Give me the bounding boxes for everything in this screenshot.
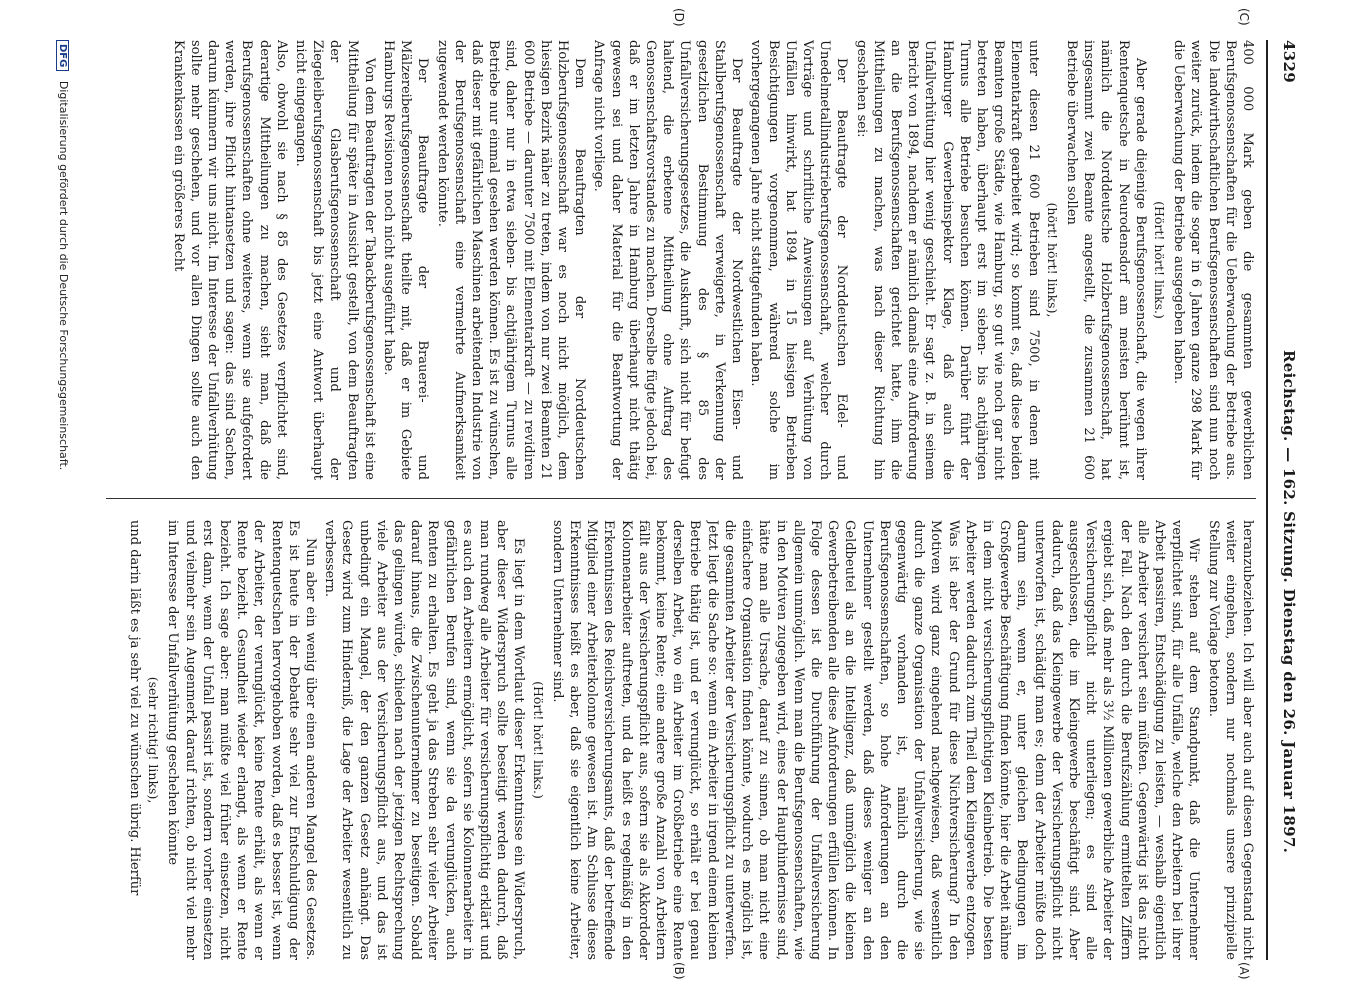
paragraph: Von dem Beauftragten der Tabackberufsgenossenschaft ist eine Mittheilung für später in Aussicht gestellt, von dem Beauftragten der Glasberufsgenossenschaft und der Ziegeleiberufsgenossenschaft bis jetzt eine Antwort überhaupt nicht eingegangen. (293, 40, 377, 480)
interjection: (hört! hört! links), (1044, 202, 1060, 318)
session-title: Reichstag. — 162. Sitzung. Dienstag den 26. Januar 1897. (1280, 350, 1298, 854)
interjection: (sehr richtig! links), (146, 676, 162, 804)
margin-marker-d: (D) (672, 8, 686, 27)
rotated-page (56, 0, 1326, 1000)
paragraph: Der Beauftragte der Brauerei- und Mälzereiberufsgenossenschaft theilte mit, daß er im Gebiete Hamburgs Revisionen noch nicht ausgeführt habe. (381, 40, 431, 480)
text-column-right (76, 520, 1256, 960)
margin-marker-b: (B) (672, 962, 686, 980)
credit-text: Digitalisierung gefördert durch die Deutsche Forschungsgemeinschaft. (57, 80, 70, 471)
header-rule (1266, 40, 1268, 960)
paragraph: Also, obwohl sie nach § 85 des Gesetzes verpflichtet sind, derartige Mittheilungen zu machen, sieht man, daß die Berufsgenossenschaften ohne weiteres, wenn sie aufgefordert werden, ihre Pflicht hintansetzen und sagen: das sind Sachen, darum kümmern wir uns nicht. Im Interesse der Unfallverhütung sollte mehr geschehen, und vor allen Dingen sollte auch den Krankenkassen ein größeres Recht (170, 40, 289, 480)
digitization-credit (56, 40, 70, 970)
paragraph: Aber gerade diejenige Berufsgenossenschaft, die wegen ihrer Rentenquetsche in Neurodensdorf am meisten berühmt ist, nämlich die Norddeutsche Holzberufsgenossenschaft, hat insgesammt zwei Beamte angestellt, die zusammen 21 600 Betriebe überwachen sollen (1063, 40, 1148, 480)
paragraph: Dem Beauftragten der Norddeutschen Holzberufsgenossenschaft war es noch nicht möglich, dem hiesigen Bezirk näher zu treten, indem von nur zwei Beamten 21 600 Betriebe — darunter 7500 mit Elementarkraft — zu revidiren sind, daher nur in etwa sieben- bis achtjährigem Turnus alle Betriebe nur einmal gesehen werden können. Es ist zu wünschen, daß dieser mit gefährlichen Maschinen arbeitenden Industrie von der Berufsgenossenschaft eine vermehrte Aufmerksamkeit zugewendet werden könnte. (434, 40, 588, 480)
page-number: 4329 (1280, 40, 1298, 83)
column-divider (106, 498, 1256, 499)
page-header (1268, 40, 1308, 960)
dfg-logo: DFG (56, 40, 69, 71)
paragraph: und darin läßt es ja sehr viel zu wünschen übrig. Hierfür (127, 520, 142, 896)
interjection: (Hört! hört! links.) (1151, 201, 1167, 319)
paragraph: Der Beauftragte der Norddeutschen Edel- und Unedelmetallindustrieberufsgenossenschaft, welcher durch Vorträge und schriftliche Anweisungen auf Verhütung von Unfällen hinwirkt, hat 1894 in 15 hiesigen Betrieben Besichtigungen vorgenommen, während solche im vorhergegangenen Jahre nicht stattgefunden haben. (748, 40, 850, 480)
paragraph: Nun aber ein wenig über einen anderen Mangel des Gesetzes. Es ist heute in der Debatte sehr viel zur Entschuldigung der Rentenquetschen hervorgehoben worden, daß es besser ist, wenn der Arbeiter, der verunglückt, keine Rente erhält, als wenn er Rente bezieht. Gesundheit wieder erlangt, als wenn er Rente bezieht. Ich sage aber: man müßte viel früher einsetzen, nicht erst dann, wenn der Unfall passirt ist, sondern vorher einsetzen und vielmehr sein Augenmerk darauf richten, ob nicht viel mehr im Interesse der Unfallverhütung geschehen könnte (165, 520, 319, 960)
margin-marker-c: (C) (1237, 8, 1251, 26)
paragraph: Es liegt in dem Wortlaut dieser Erkenntnisse ein Widerspruch, aber dieser Widerspruch sollte beseitigt werden dadurch, daß man rundweg alle Arbeiter für versicherungspflichtig erklärt und es auch den Arbeitern ermöglicht, sofern sie Kolonnenarbeiter in gefährlichen Berufen sind, wenn sie da verunglücken, auch Renten zu erhalten. Es geht ja das Streben sehr vieler Arbeiter darauf hinaus, die Zwischenunternehmer zu beseitigen. Sobald das gelingen würde, schieden nach der jetzigen Rechtsprechung viele Arbeiter aus der Versicherungspflicht aus, und das ist unbedingt ein Mangel, der den ganzen Gesetz anhängt. Das Gesetz wird zum Hinderniß, die Lage der Arbeiter wesentlich zu verbessern. (322, 520, 527, 960)
paragraph: Wir stehen auf dem Standpunkt, daß die Unternehmer verpflichtet sind, für alle Unfälle, welche den Arbeitern bei ihrer Arbeit passiren, Entschädigung zu leisten, — weshalb eigentlich alle Arbeiter versichert sein müßten. Gegenwärtig ist das nicht der Fall. Nach den durch die Berufszählung ermittelten Ziffern ergiebt sich, daß mehr als 3½ Millionen gewerbliche Arbeiter der Versicherungspflicht nicht unterliegen; es sind alle ausgeschlossen, die im Kleingewerbe beschäftigt sind. Aber dadurch, daß das Kleingewerbe der Versicherungspflicht nicht unterworfen ist, schädigt man es; denn der Arbeiter müßte doch darum sein, wenn er, unter gleichen Bedingungen im Großgewerbe Beschäftigung finden könnte, hier die Arbeit nähme in dem nicht versicherungspflichtigen Kleinbetrieb. Die besten Arbeiter werden dadurch zum Theil dem Kleingewerbe entzogen. Was ist aber der Grund für diese Nichtversicherung? In den Motiven wird ganz eingehend nachgewiesen, daß wesentlich durch die ganze Organisation der Unfallversicherung, wie sie gegenwärtig vorhanden ist, nämlich durch die Berufsgenossenschaften, so hohe Anforderungen an den Unternehmer gestellt werden, daß dieses weniger an den Geldbeutel als an die Intelligenz, daß unmöglich die kleinen Gewerbetreibenden alle diese Anforderungen erfüllen können. In Folge dessen ist die Durchführung der Unfallversicherung allgemein unmöglich. Wenn man die Berufsgenossenschaften, wie in den Motiven zugegeben wird, eines der Haupthindernisse sind, hätte man alle Ursache, darauf zu sinnen, ob man nicht eine einfachere Organisation finden könnte, wodurch es möglich ist, die gesammten Arbeiter der Versicherungspflicht zu unterwerfen. Jetzt liegt die Sache so: wenn ein Arbeiter in irgend einem kleinen Betriebe thätig ist, und er verunglückt, so erhält er bei genau derselben Arbeit, wo ein Arbeiter im Großbetriebe eine Rente bekommt, keine Rente; eine andere große Anzahl von Arbeitern fällt aus der Versicherungspflicht aus, sofern sie als Akkordoder Kolonnenarbeiter auftreten, und da heißt es regelmäßig in den Erkenntnissen des Reichsversicherungsamts, daß der betreffende Mitglied einer Arbeiterkolonne gewesen ist. Am Schlusse dieses Erkenntnisses heißt es aber, daß sie eigentlich keine Arbeiter, sondern Unternehmer sind. (549, 520, 1202, 960)
paragraph: heranzubeziehen. Ich will aber auch auf diesen Gegenstand nicht weiter eingehen, sondern nur nochmals unsere prinzipielle Stellung zur Vorlage betonen. (1205, 520, 1255, 960)
paragraph: unter diesen 21 600 Betrieben sind 7500, in denen mit Elementarkraft gearbeitet wird; so kommt es, daß diese beiden Beamten große Städte, wie Hamburg, so gut wie noch gar nicht betreten haben, überhaupt erst im sieben- bis achtjährigen Turnus alle Betriebe besuchen können. Darüber führt der Hamburger Gewerbeinspektor Klage, daß auch die Unfallverhütung hier wenig geschieht. Er sagt z. B. in seinem Bericht von 1894, nachdem er nämlich damals eine Aufforderung an die Berufsgenossenschaften gerichtet hatte, ihm die Mittheilungen zu machen, was nach dieser Richtung hin geschehen sei: (853, 40, 1041, 480)
interjection: (Hört! hört! links.) (530, 681, 546, 799)
paragraph: Der Beauftragte der Nordwestlichen Eisen- und Stahlberufsgenossenschaft verweigerte, in Verkennung der gesetzlichen Bestimmung des § 85 des Unfallversicherungsgesetzes, die Auskunft, sich nicht für befugt haltend, die erbetene Mittheilung ohne Auftrag des Genossenschaftsvorstandes zu machen. Derselbe fügte jedoch bei, daß er im letzten Jahre in Hamburg überhaupt nicht thätig gewesen sei und daher Material für die Beantwortung der Anfrage nicht vorliege. (591, 40, 745, 480)
margin-marker-a: (A) (1237, 962, 1251, 980)
paragraph: 400 000 Mark geben die gesammten gewerblichen Berufsgenossenschaften für die Ueberwachung der Betriebe aus. Die landwirthschaftlichen Berufsgenossenschaften sind nun noch weiter zurück, indem die sogar in 6 Jahren ganze 298 Mark für die Ueberwachung der Betriebe ausgegeben haben. (1171, 40, 1255, 480)
text-column-left (76, 40, 1256, 480)
